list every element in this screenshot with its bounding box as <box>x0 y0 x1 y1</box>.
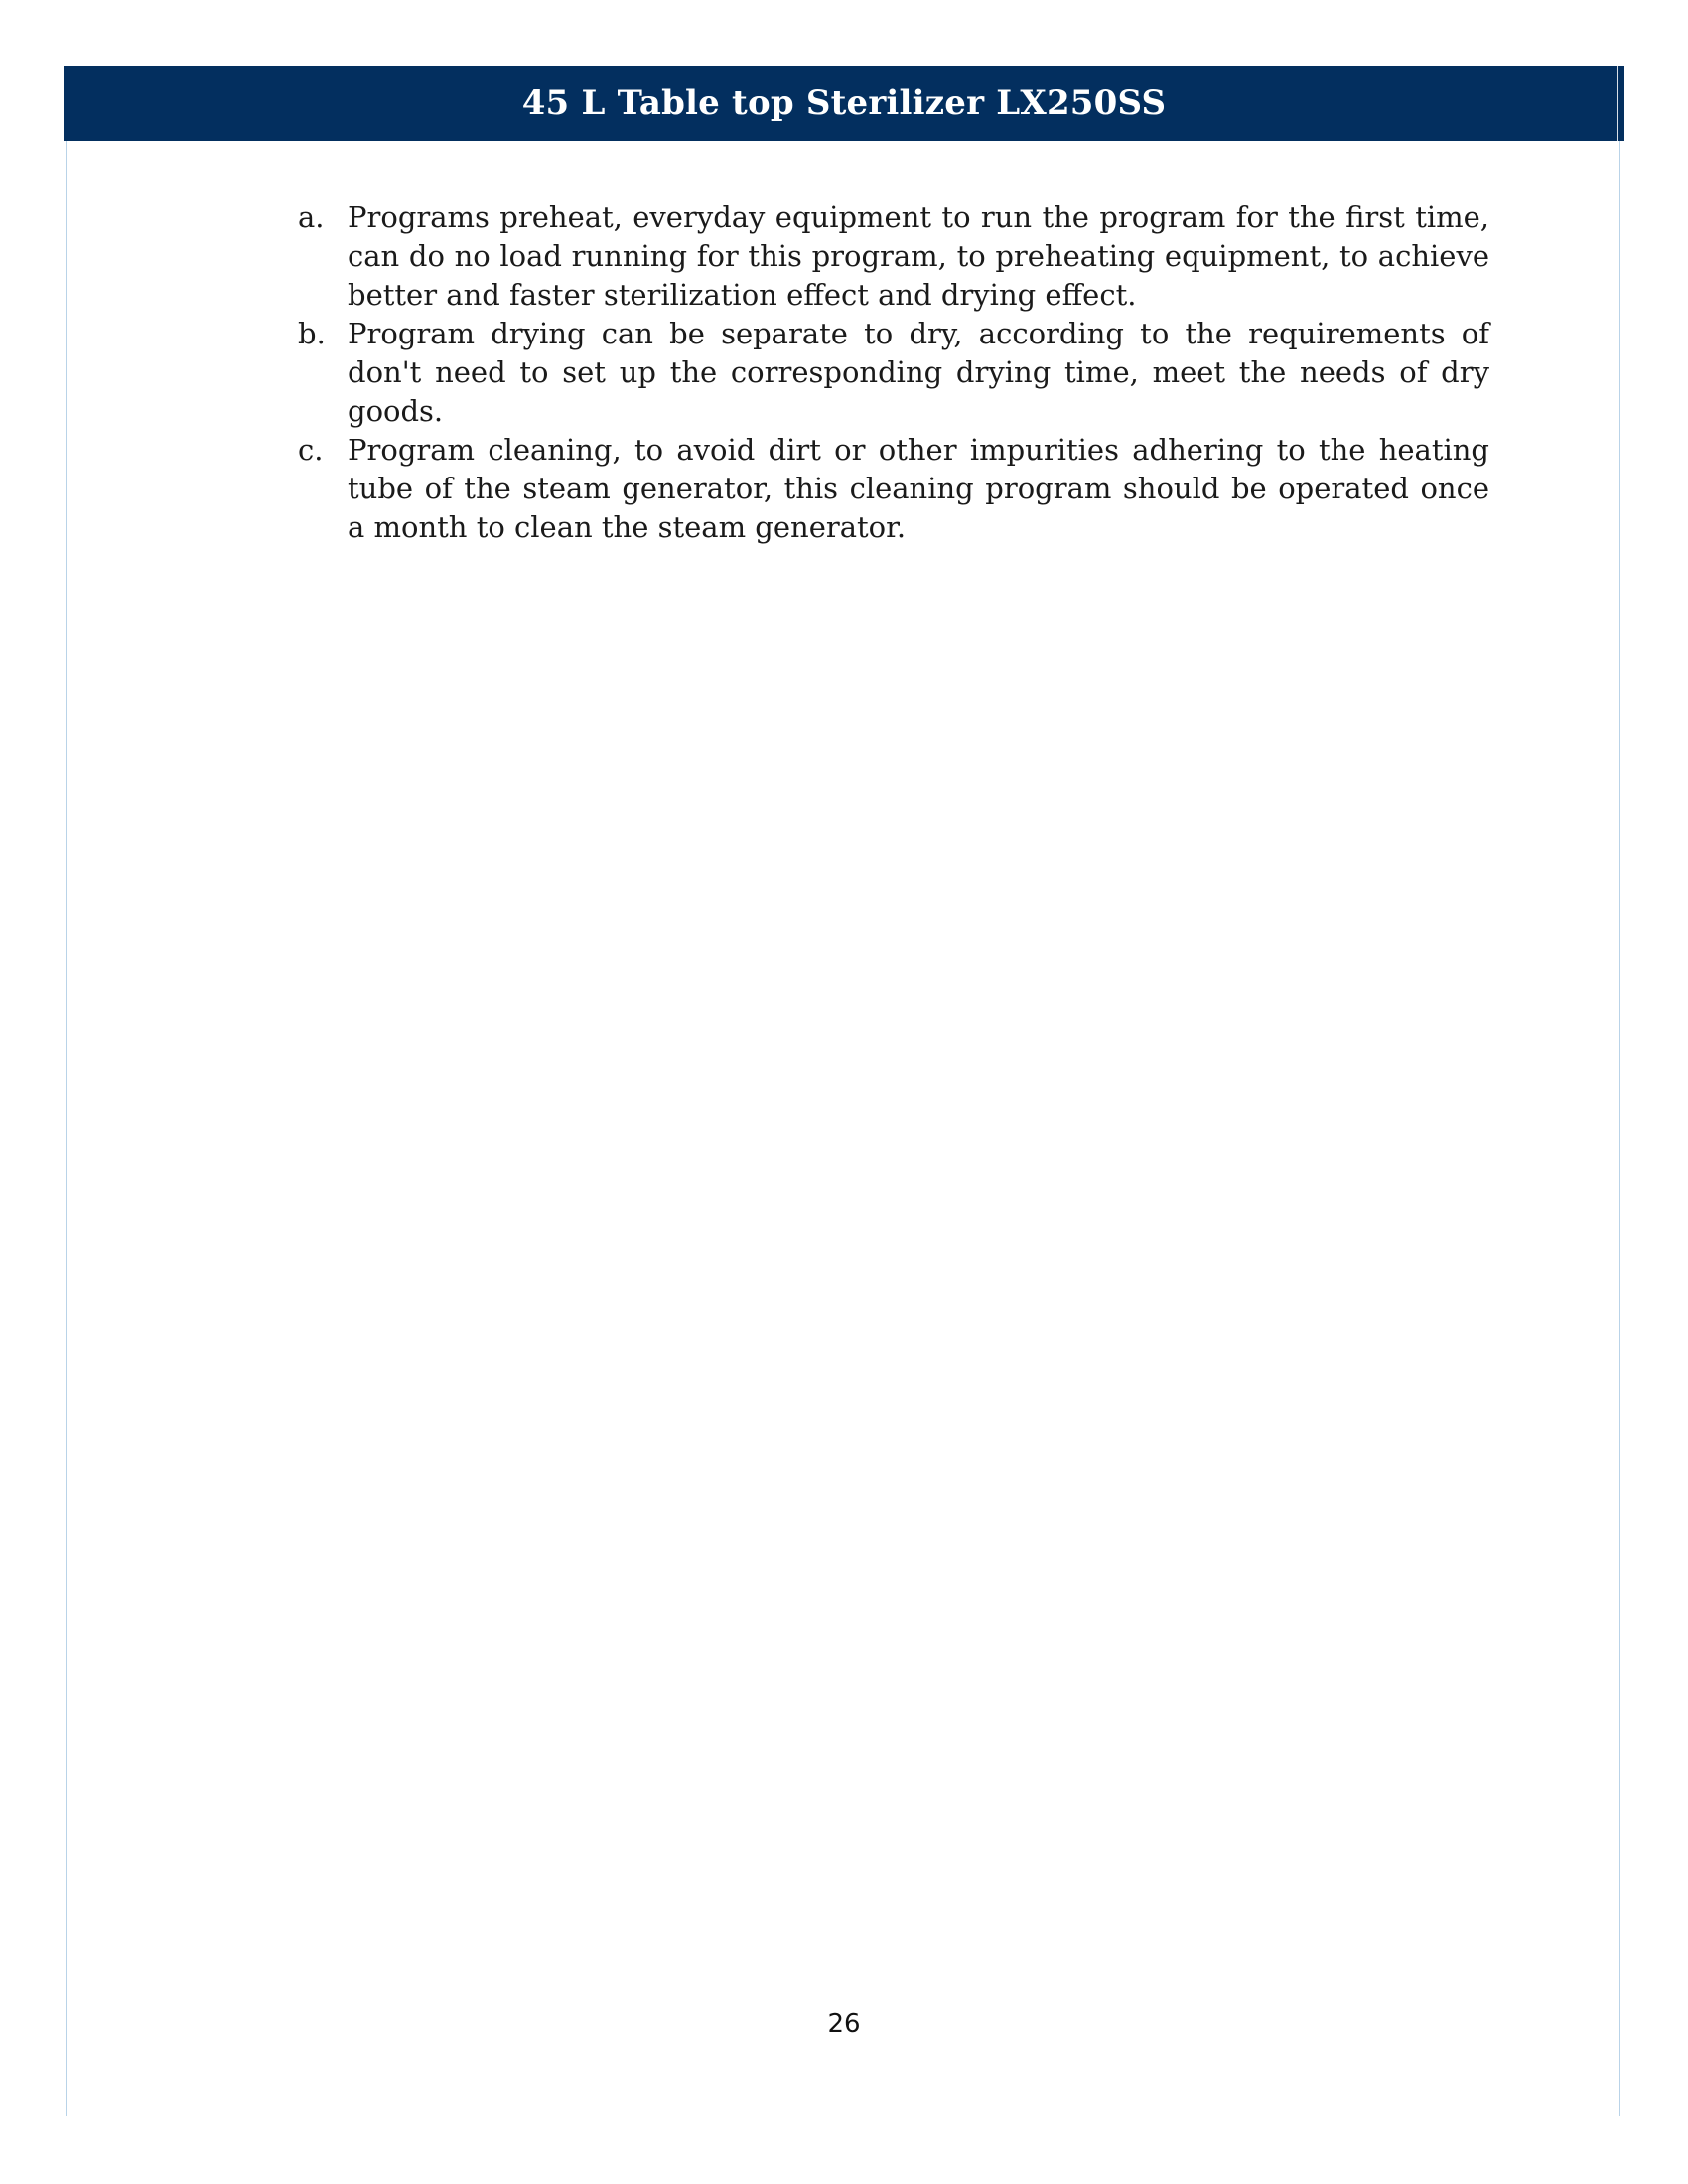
program-list <box>288 199 1489 547</box>
list-item-text: Program drying can be separate to dry, according to the requirements of don't need to set up the corresponding drying time, meet the needs of dry goods. <box>348 317 1489 428</box>
list-item <box>288 315 1489 431</box>
page-title: 45 L Table top Sterilizer LX250SS <box>521 83 1167 123</box>
list-marker: a. <box>298 201 325 234</box>
header-bar <box>64 66 1624 141</box>
list-marker: b. <box>298 317 326 350</box>
list-item <box>288 431 1489 547</box>
list-item <box>288 199 1489 315</box>
page-number: 26 <box>827 2009 861 2039</box>
list-item-text: Programs preheat, everyday equipment to run the program for the first time, can do no load running for this program, to preheating equipment, to achieve better and faster sterilization effect and drying effect. <box>348 201 1489 312</box>
list-item-text: Program cleaning, to avoid dirt or other impurities adhering to the heating tube of the steam generator, this cleaning program should be operated once a month to clean the steam generator. <box>348 433 1489 544</box>
list-marker: c. <box>298 433 324 467</box>
